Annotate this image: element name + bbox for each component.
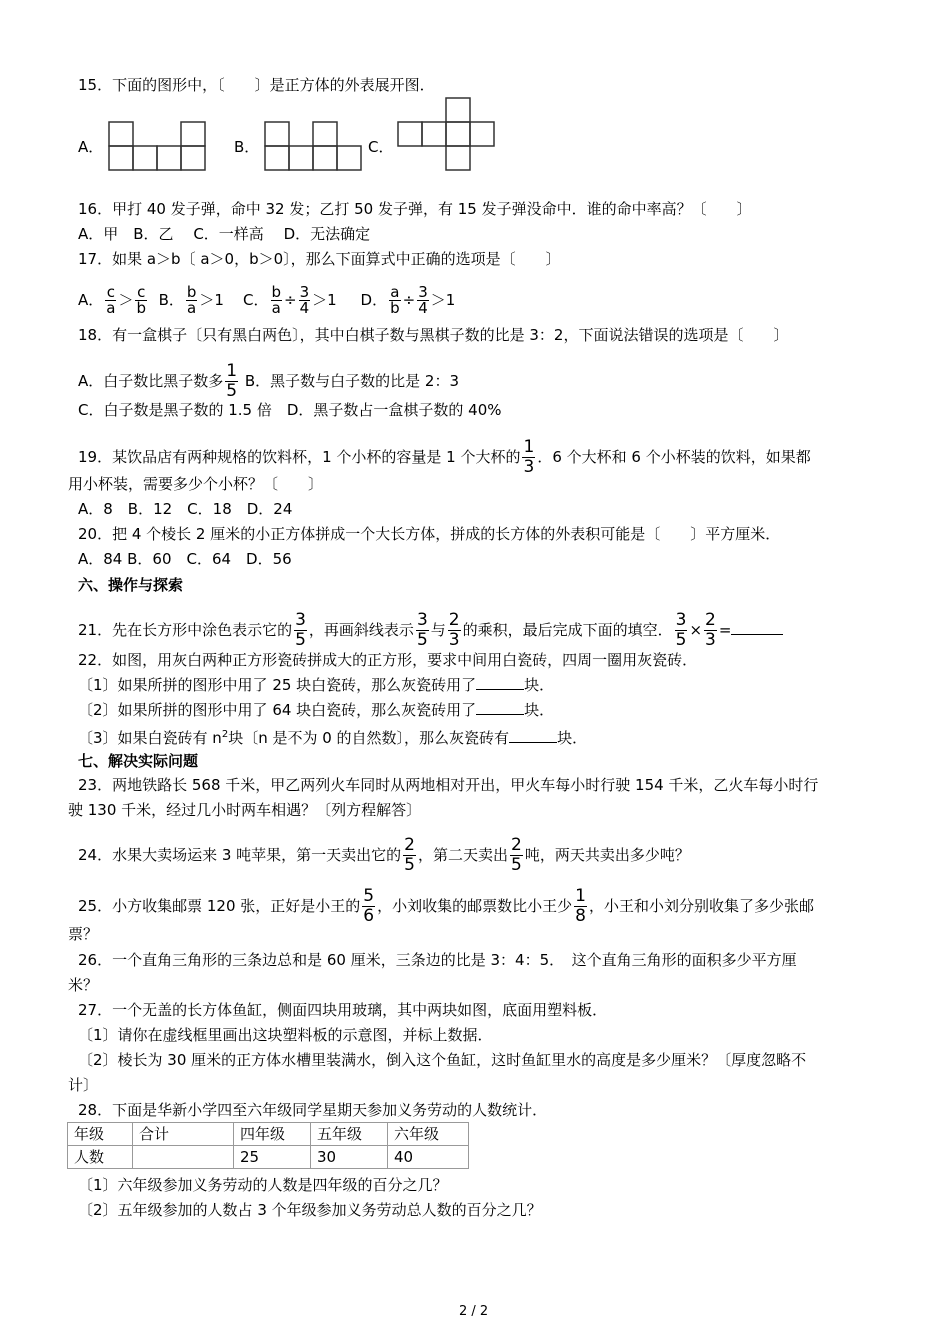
- q17-a-frac2: $\frac{c}{b}$: [136, 283, 147, 317]
- q22-sub1: 〔1〕如果所拼的图形中用了 25 块白瓷砖，那么灰瓷砖用了 块．: [78, 676, 555, 694]
- table-header-cell: 年级: [68, 1123, 133, 1146]
- q17-d-frac2: $\frac{3}{4}$: [418, 283, 428, 317]
- q21-frac2: $\frac{3}{5}$: [416, 610, 428, 650]
- q21-answer-blank[interactable]: [731, 620, 783, 635]
- section-7-heading: 七、解决实际问题: [78, 752, 199, 770]
- table-header-cell: 六年级: [388, 1123, 469, 1146]
- table-header-cell: 五年级: [311, 1123, 388, 1146]
- q19-stem-line2: 用小杯装，需要多少个小杯？〔 〕: [68, 475, 324, 493]
- q16-stem: 16．甲打 40 发子弹，命中 32 发；乙打 50 发子弹，有 15 发子弹没命中．谁的命中率高？〔 〕: [78, 200, 752, 218]
- q19-stem: 19．某饮品店有两种规格的饮料杯，1 个小杯的容量是 1 个大杯的 $\frac{1}{3}$ ．6 个大杯和 6 个小杯装的饮料，如果都: [78, 437, 811, 477]
- q28-sub2: 〔2〕五年级参加的人数占 3 个年级参加义务劳动总人数的百分之几？: [78, 1201, 542, 1219]
- q27-sub2-line2: 计〕: [68, 1076, 99, 1094]
- q17-c-label: C．: [243, 291, 269, 309]
- q21-stem: 21．先在长方形中涂色表示它的 $\frac{3}{5}$ ，再画斜线表示 $\frac{3}{5}$ 与 $\frac{2}{3}$ 的乘积，最后完成下面的填空． $\frac{3}{5}$ × $\frac{2}{3}$ =: [78, 611, 783, 650]
- q27-stem: 27．一个无盖的长方体鱼缸，侧面四块用玻璃，其中两块如图，底面用塑料板．: [78, 1001, 608, 1019]
- q21-frac5: $\frac{2}{3}$: [705, 610, 716, 650]
- q21-frac3: $\frac{2}{3}$: [448, 610, 460, 650]
- q25-frac2: $\frac{1}{8}$: [575, 886, 586, 926]
- q15-net-b: [264, 121, 362, 171]
- q25-line2: 票？: [68, 925, 99, 943]
- q22-blank-3[interactable]: [509, 728, 557, 743]
- q17-options: A． $\frac{c}{a}$ ＞ $\frac{c}{b}$ B． $\frac{b}{a}$ ＞1 C． $\frac{b}{a}$ ÷ $\frac{3}{4}$ ＞1 D． $\frac{a}{b}$ ÷ $\frac{3}{4}$ ＞1: [78, 283, 456, 317]
- q22-sub3: 〔3〕如果白瓷砖有 $n^2$块〔n 是不为 0 的自然数〕，那么灰瓷砖有 块．: [78, 729, 588, 747]
- q24-stem: 24．水果大卖场运来 3 吨苹果，第一天卖出它的 $\frac{2}{5}$ ，第二天卖出 $\frac{2}{5}$ 吨，两天共卖出多少吨？: [78, 835, 690, 875]
- q25-stem: 25．小方收集邮票 120 张，正好是小王的 $\frac{5}{6}$ ，小刘收集的邮票数比小王少 $\frac{1}{8}$ ，小王和小刘分别收集了多少张邮: [78, 886, 814, 926]
- q22-sub2: 〔2〕如果所拼的图形中用了 64 块白瓷砖，那么灰瓷砖用了 块．: [78, 701, 555, 719]
- q27-sub2: 〔2〕棱长为 30 厘米的正方体水槽里装满水，倒入这个鱼缸，这时鱼缸里水的高度是多少厘米？〔厚度忽略不: [78, 1051, 807, 1069]
- q25-frac1: $\frac{5}{6}$: [363, 886, 375, 926]
- q16-options: A．甲 B．乙 C．一样高 D．无法确定: [78, 225, 371, 243]
- q17-c-frac1: $\frac{b}{a}$: [271, 283, 282, 317]
- table-cell: 30: [311, 1146, 388, 1169]
- q17-b-label: B．: [158, 291, 184, 309]
- table-header-row: [68, 1123, 469, 1146]
- q15-stem: 15．下面的图形中，〔 〕是正方体的外表展开图．: [78, 76, 435, 94]
- q15-net-c: [397, 97, 497, 171]
- q21-frac1: $\frac{3}{5}$: [295, 610, 306, 650]
- q20-options: A．84 B．60 C．64 D．56: [78, 550, 292, 568]
- q18-options-ab: A．白子数比黑子数多 $\frac{1}{5}$ B．黑子数与白子数的比是 2：3: [78, 361, 460, 401]
- q27-sub1: 〔1〕请你在虚线框里画出这块塑料板的示意图，并标上数据．: [78, 1026, 493, 1044]
- q22-stem: 22．如图，用灰白两种正方形瓷砖拼成大的正方形，要求中间用白瓷砖，四周一圈用灰瓷砖．: [78, 651, 698, 669]
- q18-frac: $\frac{1}{5}$: [226, 361, 238, 401]
- q17-b-frac: $\frac{b}{a}$: [186, 283, 197, 317]
- page-number: 2 / 2: [459, 1304, 489, 1319]
- q28-stem: 28．下面是华新小学四至六年级同学星期天参加义务劳动的人数统计．: [78, 1101, 548, 1119]
- q19-frac: $\frac{1}{3}$: [523, 437, 535, 477]
- q24-frac2: $\frac{2}{5}$: [511, 835, 522, 875]
- q17-c-frac2: $\frac{3}{4}$: [299, 283, 310, 317]
- table-header-cell: 四年级: [234, 1123, 311, 1146]
- q26-line1: 26．一个直角三角形的三条边总和是 60 厘米，三条边的比是 3：4：5． 这个直角三角形的面积多少平方厘: [78, 951, 797, 969]
- table-cell[interactable]: [133, 1146, 234, 1169]
- q23-line2: 驶 130 千米，经过几小时两车相遇？〔列方程解答〕: [68, 801, 422, 819]
- q28-table: [67, 1122, 469, 1169]
- q17-a-frac1: $\frac{c}{a}$: [106, 283, 116, 317]
- table-cell: 40: [388, 1146, 469, 1169]
- section-6-heading: 六、操作与探索: [78, 576, 184, 594]
- q17-stem: 17．如果 a＞b〔 a＞0，b＞0〕，那么下面算式中正确的选项是〔 〕: [78, 250, 561, 268]
- q18-stem: 18．有一盒棋子〔只有黑白两色〕，其中白棋子数与黑棋子数的比是 3：2，下面说法错误的选项是〔 〕: [78, 326, 789, 344]
- q23-line1: 23．两地铁路长 568 千米，甲乙两列火车同时从两地相对开出，甲火车每小时行驶 154 千米，乙火车每小时行: [78, 776, 819, 794]
- q18-options-cd: C．白子数是黑子数的 1.5 倍 D．黑子数占一盒棋子数的 40%: [78, 401, 502, 419]
- q22-blank-1[interactable]: [476, 675, 524, 690]
- q21-frac4: $\frac{3}{5}$: [675, 610, 687, 650]
- q19-options: A．8 B．12 C．18 D．24: [78, 500, 293, 518]
- table-row: [68, 1146, 469, 1169]
- q28-sub1: 〔1〕六年级参加义务劳动的人数是四年级的百分之几？: [78, 1176, 448, 1194]
- table-header-cell: 合计: [133, 1123, 234, 1146]
- q15-option-a-label: A．: [78, 138, 104, 156]
- q15-option-c-label: C．: [368, 138, 394, 156]
- q24-frac1: $\frac{2}{5}$: [404, 835, 415, 875]
- q17-d-label: D．: [360, 291, 388, 309]
- q17-a-label: A．: [78, 291, 104, 309]
- q17-d-frac1: $\frac{a}{b}$: [390, 283, 400, 317]
- table-cell: 25: [234, 1146, 311, 1169]
- q15-net-a: [108, 121, 206, 171]
- q20-stem: 20．把 4 个棱长 2 厘米的小正方体拼成一个大长方体，拼成的长方体的外表积可能是〔 〕平方厘米．: [78, 525, 781, 543]
- q15-option-b-label: B．: [234, 138, 260, 156]
- q22-blank-2[interactable]: [476, 700, 524, 715]
- table-cell: 人数: [68, 1146, 133, 1169]
- q26-line2: 米？: [68, 976, 99, 994]
